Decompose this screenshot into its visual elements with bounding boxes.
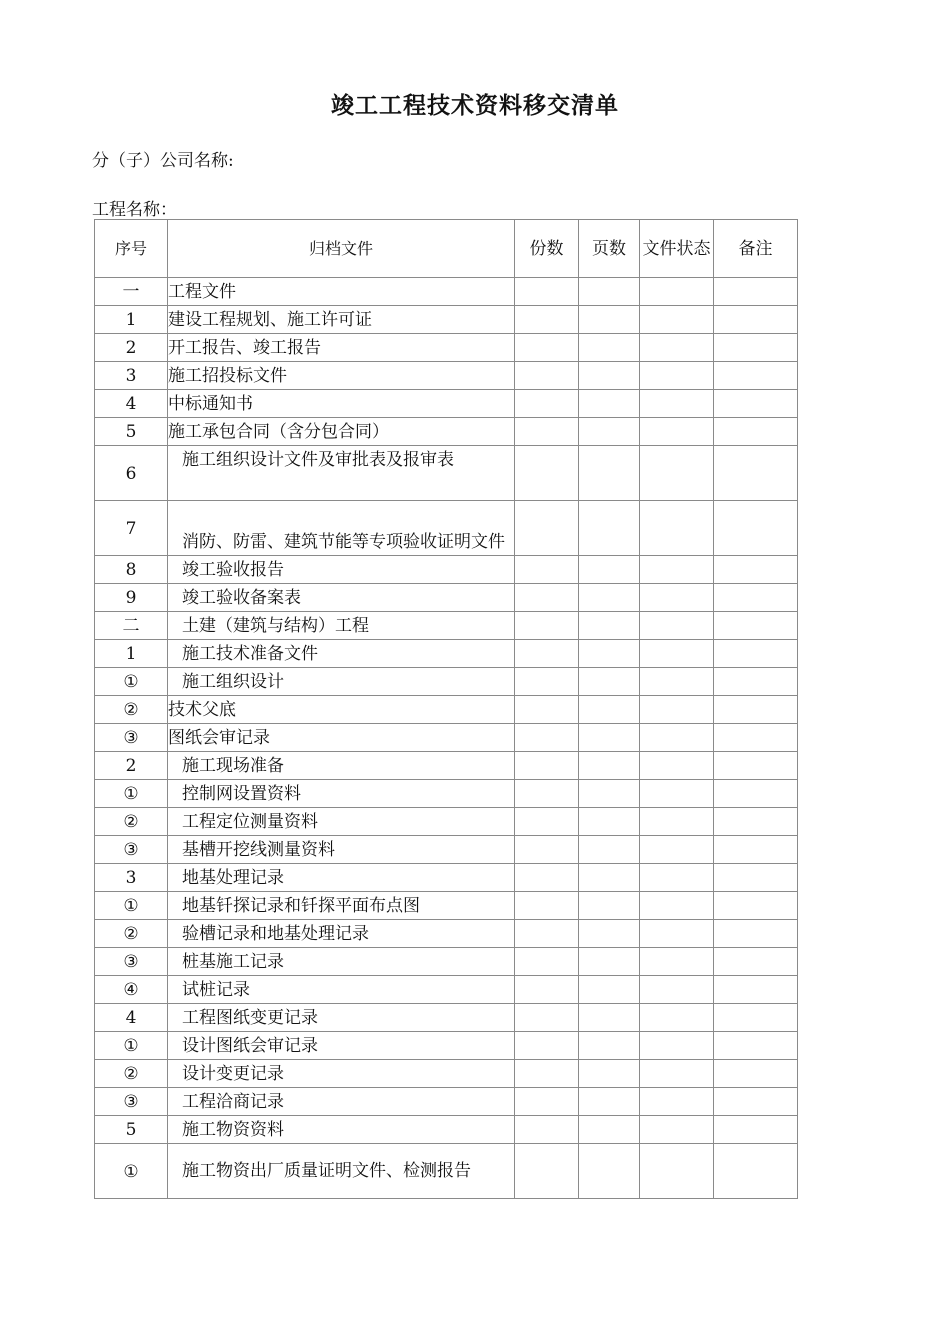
copies-cell — [515, 864, 579, 892]
pages-cell — [579, 1116, 640, 1144]
row-index: 2 — [95, 752, 168, 780]
status-cell — [640, 976, 714, 1004]
pages-cell — [579, 306, 640, 334]
row-index: 4 — [95, 390, 168, 418]
pages-cell — [579, 892, 640, 920]
status-cell — [640, 1060, 714, 1088]
status-cell — [640, 306, 714, 334]
row-file-name: 设计变更记录 — [168, 1060, 515, 1088]
copies-cell — [515, 556, 579, 584]
remarks-cell — [714, 306, 798, 334]
row-index: ① — [95, 892, 168, 920]
remarks-cell — [714, 836, 798, 864]
row-index: 2 — [95, 334, 168, 362]
project-name-label: 工程名称： — [92, 200, 177, 220]
table-row — [95, 334, 798, 362]
status-cell — [640, 334, 714, 362]
row-index: 一 — [95, 278, 168, 306]
row-index: 3 — [95, 362, 168, 390]
row-index: 3 — [95, 864, 168, 892]
table-row — [95, 696, 798, 724]
status-cell — [640, 446, 714, 501]
remarks-cell — [714, 1060, 798, 1088]
status-cell — [640, 1004, 714, 1032]
table-row — [95, 948, 798, 976]
row-index: ① — [95, 780, 168, 808]
handover-checklist-table — [94, 219, 798, 1199]
remarks-cell — [714, 612, 798, 640]
copies-cell — [515, 892, 579, 920]
remarks-cell — [714, 334, 798, 362]
status-cell — [640, 1116, 714, 1144]
copies-cell — [515, 920, 579, 948]
copies-cell — [515, 446, 579, 501]
row-file-name: 地基钎探记录和钎探平面布点图 — [168, 892, 515, 920]
row-file-name: 工程定位测量资料 — [168, 808, 515, 836]
table-row — [95, 418, 798, 446]
copies-cell — [515, 418, 579, 446]
table-row — [95, 724, 798, 752]
row-file-name: 中标通知书 — [168, 390, 515, 418]
table-row — [95, 864, 798, 892]
pages-cell — [579, 696, 640, 724]
row-index: 1 — [95, 306, 168, 334]
row-index: 4 — [95, 1004, 168, 1032]
remarks-cell — [714, 780, 798, 808]
status-cell — [640, 501, 714, 556]
row-file-name: 竣工验收备案表 — [168, 584, 515, 612]
pages-cell — [579, 362, 640, 390]
pages-cell — [579, 418, 640, 446]
remarks-cell — [714, 892, 798, 920]
row-file-name: 施工承包合同（含分包合同） — [168, 418, 515, 446]
row-index: 8 — [95, 556, 168, 584]
status-cell — [640, 362, 714, 390]
status-cell — [640, 1144, 714, 1199]
pages-cell — [579, 1032, 640, 1060]
row-index: 5 — [95, 418, 168, 446]
copies-cell — [515, 1144, 579, 1199]
header-copies: 份数 — [515, 220, 579, 278]
row-index: 9 — [95, 584, 168, 612]
remarks-cell — [714, 668, 798, 696]
header-pages: 页数 — [579, 220, 640, 278]
copies-cell — [515, 334, 579, 362]
remarks-cell — [714, 1116, 798, 1144]
remarks-cell — [714, 948, 798, 976]
row-file-name: 地基处理记录 — [168, 864, 515, 892]
remarks-cell — [714, 362, 798, 390]
row-index: 5 — [95, 1116, 168, 1144]
table-row — [95, 920, 798, 948]
row-file-name: 试桩记录 — [168, 976, 515, 1004]
pages-cell — [579, 501, 640, 556]
row-file-name: 工程洽商记录 — [168, 1088, 515, 1116]
row-file-name: 设计图纸会审记录 — [168, 1032, 515, 1060]
status-cell — [640, 780, 714, 808]
status-cell — [640, 752, 714, 780]
table-row — [95, 556, 798, 584]
table-row — [95, 278, 798, 306]
row-file-name: 基槽开挖线测量资料 — [168, 836, 515, 864]
copies-cell — [515, 752, 579, 780]
pages-cell — [579, 640, 640, 668]
pages-cell — [579, 556, 640, 584]
table-row — [95, 1060, 798, 1088]
copies-cell — [515, 780, 579, 808]
copies-cell — [515, 808, 579, 836]
copies-cell — [515, 612, 579, 640]
remarks-cell — [714, 752, 798, 780]
row-file-name: 施工组织设计 — [168, 668, 515, 696]
pages-cell — [579, 780, 640, 808]
table-row — [95, 390, 798, 418]
table-row — [95, 362, 798, 390]
pages-cell — [579, 390, 640, 418]
status-cell — [640, 418, 714, 446]
row-index: ④ — [95, 976, 168, 1004]
header-index: 序号 — [95, 220, 168, 278]
status-cell — [640, 390, 714, 418]
table-row — [95, 1004, 798, 1032]
pages-cell — [579, 920, 640, 948]
table-row — [95, 1088, 798, 1116]
copies-cell — [515, 584, 579, 612]
row-file-name: 土建（建筑与结构）工程 — [168, 612, 515, 640]
copies-cell — [515, 362, 579, 390]
remarks-cell — [714, 446, 798, 501]
row-file-name: 验槽记录和地基处理记录 — [168, 920, 515, 948]
copies-cell — [515, 1088, 579, 1116]
status-cell — [640, 836, 714, 864]
row-file-name: 建设工程规划、施工许可证 — [168, 306, 515, 334]
remarks-cell — [714, 556, 798, 584]
row-index: ① — [95, 1144, 168, 1199]
row-index: ② — [95, 1060, 168, 1088]
status-cell — [640, 584, 714, 612]
copies-cell — [515, 390, 579, 418]
row-file-name: 施工技术准备文件 — [168, 640, 515, 668]
copies-cell — [515, 976, 579, 1004]
table-row — [95, 836, 798, 864]
row-file-name: 竣工验收报告 — [168, 556, 515, 584]
copies-cell — [515, 306, 579, 334]
table-body — [95, 278, 798, 1199]
table-row — [95, 808, 798, 836]
row-file-name: 技术父底 — [168, 696, 515, 724]
row-file-name: 开工报告、竣工报告 — [168, 334, 515, 362]
copies-cell — [515, 948, 579, 976]
remarks-cell — [714, 696, 798, 724]
status-cell — [640, 948, 714, 976]
status-cell — [640, 920, 714, 948]
copies-cell — [515, 1060, 579, 1088]
remarks-cell — [714, 418, 798, 446]
remarks-cell — [714, 390, 798, 418]
row-index: ③ — [95, 724, 168, 752]
copies-cell — [515, 501, 579, 556]
row-file-name: 施工物资资料 — [168, 1116, 515, 1144]
pages-cell — [579, 976, 640, 1004]
copies-cell — [515, 1116, 579, 1144]
row-index: ③ — [95, 836, 168, 864]
row-file-name: 施工现场准备 — [168, 752, 515, 780]
pages-cell — [579, 1004, 640, 1032]
status-cell — [640, 668, 714, 696]
table-row — [95, 640, 798, 668]
copies-cell — [515, 836, 579, 864]
status-cell — [640, 808, 714, 836]
status-cell — [640, 612, 714, 640]
document-title: 竣工工程技术资料移交清单 — [331, 93, 619, 119]
row-index: ② — [95, 696, 168, 724]
pages-cell — [579, 278, 640, 306]
status-cell — [640, 278, 714, 306]
pages-cell — [579, 836, 640, 864]
pages-cell — [579, 724, 640, 752]
table-row — [95, 612, 798, 640]
copies-cell — [515, 640, 579, 668]
row-file-name: 桩基施工记录 — [168, 948, 515, 976]
remarks-cell — [714, 640, 798, 668]
remarks-cell — [714, 1088, 798, 1116]
pages-cell — [579, 1144, 640, 1199]
row-file-name: 施工招投标文件 — [168, 362, 515, 390]
header-archived-file: 归档文件 — [168, 220, 515, 278]
table-row — [95, 892, 798, 920]
table-row — [95, 1144, 798, 1199]
remarks-cell — [714, 584, 798, 612]
row-file-name: 施工物资出厂质量证明文件、检测报告 — [168, 1144, 515, 1199]
row-file-name: 工程图纸变更记录 — [168, 1004, 515, 1032]
copies-cell — [515, 278, 579, 306]
status-cell — [640, 696, 714, 724]
copies-cell — [515, 724, 579, 752]
pages-cell — [579, 948, 640, 976]
table-row — [95, 976, 798, 1004]
pages-cell — [579, 446, 640, 501]
row-file-name: 消防、防雷、建筑节能等专项验收证明文件 — [168, 501, 515, 556]
table-row — [95, 1032, 798, 1060]
table-row — [95, 306, 798, 334]
remarks-cell — [714, 501, 798, 556]
remarks-cell — [714, 808, 798, 836]
table-row — [95, 584, 798, 612]
pages-cell — [579, 1088, 640, 1116]
status-cell — [640, 640, 714, 668]
status-cell — [640, 1088, 714, 1116]
pages-cell — [579, 808, 640, 836]
row-file-name: 图纸会审记录 — [168, 724, 515, 752]
row-file-name: 工程文件 — [168, 278, 515, 306]
row-index: 1 — [95, 640, 168, 668]
row-index: 二 — [95, 612, 168, 640]
table-header-row — [95, 220, 798, 278]
pages-cell — [579, 612, 640, 640]
pages-cell — [579, 668, 640, 696]
remarks-cell — [714, 278, 798, 306]
pages-cell — [579, 864, 640, 892]
row-index: ③ — [95, 1088, 168, 1116]
header-file-status: 文件状态 — [640, 220, 714, 278]
header-remarks: 备注 — [714, 220, 798, 278]
copies-cell — [515, 668, 579, 696]
table-row — [95, 501, 798, 556]
status-cell — [640, 556, 714, 584]
copies-cell — [515, 1032, 579, 1060]
table-row — [95, 668, 798, 696]
pages-cell — [579, 1060, 640, 1088]
remarks-cell — [714, 1144, 798, 1199]
row-index: 6 — [95, 446, 168, 501]
row-index: ① — [95, 1032, 168, 1060]
pages-cell — [579, 752, 640, 780]
row-file-name: 控制网设置资料 — [168, 780, 515, 808]
company-name-label: 分（子）公司名称: — [92, 151, 234, 171]
row-file-name: 施工组织设计文件及审批表及报审表 — [168, 446, 515, 501]
copies-cell — [515, 696, 579, 724]
row-index: 7 — [95, 501, 168, 556]
status-cell — [640, 1032, 714, 1060]
row-index: ③ — [95, 948, 168, 976]
pages-cell — [579, 334, 640, 362]
remarks-cell — [714, 920, 798, 948]
status-cell — [640, 864, 714, 892]
status-cell — [640, 724, 714, 752]
table-row — [95, 1116, 798, 1144]
copies-cell — [515, 1004, 579, 1032]
row-index: ① — [95, 668, 168, 696]
remarks-cell — [714, 1004, 798, 1032]
table-row — [95, 446, 798, 501]
status-cell — [640, 892, 714, 920]
pages-cell — [579, 584, 640, 612]
remarks-cell — [714, 1032, 798, 1060]
row-index: ② — [95, 808, 168, 836]
table-row — [95, 752, 798, 780]
remarks-cell — [714, 864, 798, 892]
table-row — [95, 780, 798, 808]
remarks-cell — [714, 976, 798, 1004]
remarks-cell — [714, 724, 798, 752]
row-index: ② — [95, 920, 168, 948]
